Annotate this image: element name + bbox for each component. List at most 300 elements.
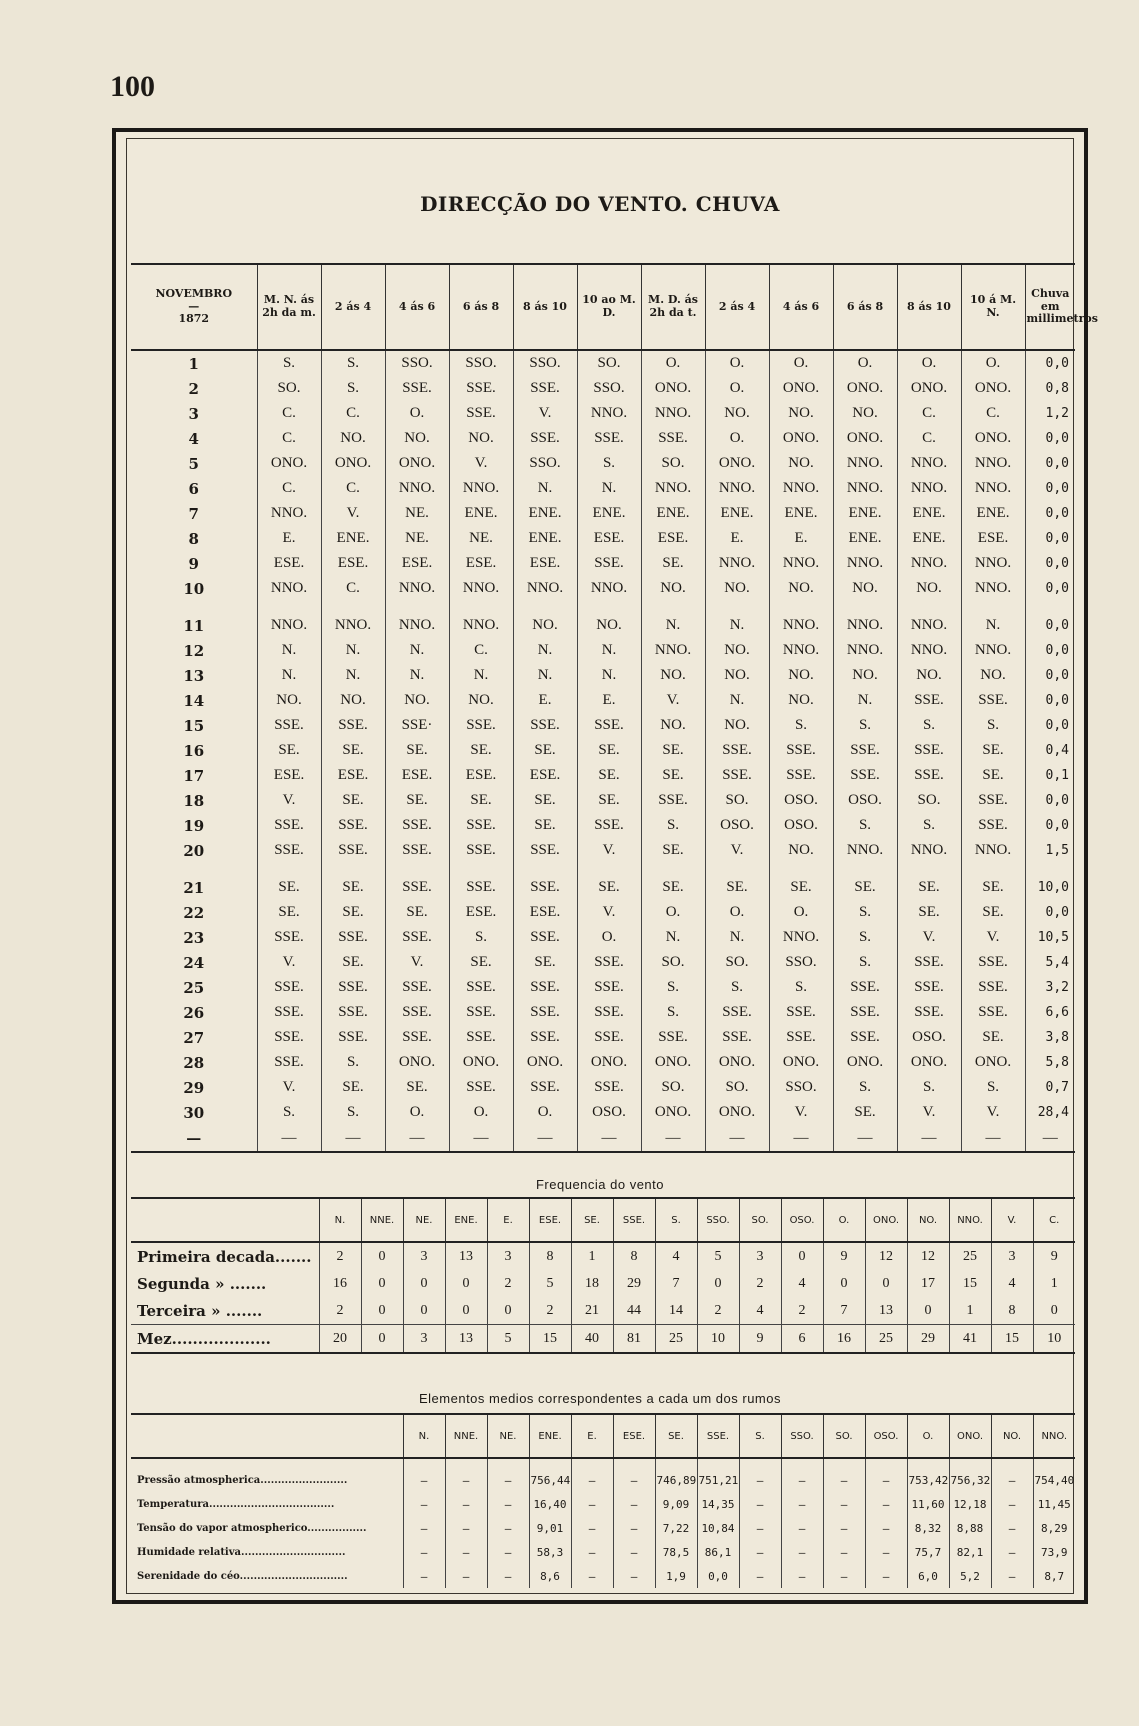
wind-cell: E. (705, 526, 769, 551)
wind-cell: SE. (833, 875, 897, 900)
medios-cell: — (865, 1516, 907, 1540)
medios-row (131, 1492, 1075, 1516)
wind-cell: SO. (577, 350, 641, 376)
frequency-cell: 2 (319, 1242, 361, 1270)
day-cell: 8 (188, 529, 199, 548)
medios-cell: — (823, 1540, 865, 1564)
wind-cell: OSO. (897, 1025, 961, 1050)
medios-header: ENE. (529, 1414, 571, 1458)
wind-cell: SSE. (449, 875, 513, 900)
frequency-cell: 8 (613, 1242, 655, 1270)
wind-cell: SSE. (321, 813, 385, 838)
table-row (131, 401, 1075, 426)
wind-cell: S. (833, 900, 897, 925)
medios-cell: — (571, 1458, 613, 1492)
frequency-cell: 25 (949, 1242, 991, 1270)
wind-cell: ESE. (385, 763, 449, 788)
table-row (131, 1025, 1075, 1050)
wind-cell: SO. (641, 1075, 705, 1100)
wind-cell: SE. (513, 788, 577, 813)
month-dash: — (188, 299, 200, 313)
day-cell: 30 (183, 1103, 205, 1122)
wind-cell: ESE. (961, 526, 1025, 551)
wind-cell: S. (961, 713, 1025, 738)
medios-cell: — (865, 1492, 907, 1516)
wind-cell: NO. (321, 688, 385, 713)
gap-cell (257, 601, 321, 613)
medios-header: SE. (655, 1414, 697, 1458)
wind-cell: NNO. (769, 638, 833, 663)
wind-cell: NNO. (833, 838, 897, 863)
frequency-header: SE. (571, 1198, 613, 1242)
table-row (131, 376, 1075, 401)
wind-cell: NNO. (257, 501, 321, 526)
frequency-cell: 40 (571, 1325, 613, 1354)
wind-cell: ONO. (705, 1100, 769, 1125)
day-cell: 20 (183, 841, 205, 860)
wind-cell: SE. (641, 551, 705, 576)
month-header (131, 264, 257, 350)
wind-cell: SE. (321, 900, 385, 925)
wind-cell: SE. (897, 875, 961, 900)
frequency-cell: 10 (1033, 1325, 1075, 1354)
wind-cell: NNO. (833, 613, 897, 638)
rain-cell: 0,0 (1025, 813, 1075, 838)
frequency-body (131, 1242, 1075, 1353)
frequency-cell: 1 (1033, 1270, 1075, 1297)
wind-cell: N. (577, 638, 641, 663)
frequency-cell: 13 (445, 1242, 487, 1270)
table-frame (112, 128, 1098, 1604)
wind-cell: NO. (769, 663, 833, 688)
medios-cell: — (991, 1564, 1033, 1588)
dash-cell: — (705, 1125, 769, 1152)
frequency-cell: 12 (865, 1242, 907, 1270)
rain-cell: 0,8 (1025, 376, 1075, 401)
frequency-cell: 0 (403, 1297, 445, 1325)
dash-row (131, 1125, 1075, 1152)
frequency-cell: 4 (655, 1242, 697, 1270)
wind-cell: NE. (385, 501, 449, 526)
gap-cell (641, 601, 705, 613)
wind-cell: N. (577, 663, 641, 688)
frequency-header: SSO. (697, 1198, 739, 1242)
frequency-cell: 0 (445, 1297, 487, 1325)
frequency-cell: 7 (655, 1270, 697, 1297)
frequency-cell: 25 (655, 1325, 697, 1354)
wind-cell: NNO. (577, 576, 641, 601)
wind-cell: V. (897, 925, 961, 950)
wind-cell: N. (833, 688, 897, 713)
medios-corner (131, 1414, 403, 1458)
medios-cell: — (991, 1458, 1033, 1492)
table-row (131, 1075, 1075, 1100)
rain-cell: 10,0 (1025, 875, 1075, 900)
frequency-cell: 3 (739, 1242, 781, 1270)
wind-cell: SSE. (705, 1000, 769, 1025)
medios-header: NNO. (1033, 1414, 1075, 1458)
frequency-header: N. (319, 1198, 361, 1242)
wind-cell: SE. (641, 763, 705, 788)
day-cell: 1 (188, 354, 199, 373)
table-row (131, 688, 1075, 713)
day-cell: 19 (183, 816, 205, 835)
medios-cell: — (823, 1564, 865, 1588)
day-cell: 11 (183, 616, 205, 635)
medios-cell: — (403, 1458, 445, 1492)
wind-cell: C. (257, 476, 321, 501)
frequency-cell: 10 (697, 1325, 739, 1354)
frequency-header: ONO. (865, 1198, 907, 1242)
day-cell: 28 (183, 1053, 205, 1072)
medios-header: ESE. (613, 1414, 655, 1458)
frequency-cell: 0 (487, 1297, 529, 1325)
medios-cell: — (739, 1458, 781, 1492)
wind-cell: SSE. (769, 1025, 833, 1050)
wind-cell: ENE. (897, 501, 961, 526)
table-row (131, 1050, 1075, 1075)
dash-cell: — (897, 1125, 961, 1152)
table-row (131, 576, 1075, 601)
frequency-header: SSE. (613, 1198, 655, 1242)
day-cell: 2 (188, 379, 199, 398)
day-cell: 9 (188, 554, 199, 573)
gap-cell (961, 863, 1025, 875)
medios-cell: — (781, 1564, 823, 1588)
wind-cell: SSE. (513, 426, 577, 451)
wind-cell: NO. (833, 401, 897, 426)
frequency-header: C. (1033, 1198, 1075, 1242)
wind-cell: V. (897, 1100, 961, 1125)
medios-cell: 8,29 (1033, 1516, 1075, 1540)
wind-cell: NNO. (321, 613, 385, 638)
gap-cell (897, 863, 961, 875)
medios-cell: — (823, 1458, 865, 1492)
medios-cell: — (445, 1516, 487, 1540)
frequency-cell: 29 (907, 1325, 949, 1354)
wind-cell: O. (641, 350, 705, 376)
wind-cell: NNO. (769, 476, 833, 501)
wind-cell: SSE. (513, 1000, 577, 1025)
dash-cell: — (321, 1125, 385, 1152)
wind-cell: V. (257, 1075, 321, 1100)
frequency-row (131, 1270, 1075, 1297)
wind-cell: ONO. (961, 376, 1025, 401)
frequency-header: NNE. (361, 1198, 403, 1242)
frequency-cell: 0 (781, 1242, 823, 1270)
wind-cell: SSE. (321, 975, 385, 1000)
wind-cell: NNO. (897, 638, 961, 663)
frequency-cell: 29 (613, 1270, 655, 1297)
wind-cell: SSE. (833, 1025, 897, 1050)
wind-cell: N. (641, 925, 705, 950)
frequency-cell: 16 (823, 1325, 865, 1354)
wind-cell: S. (897, 813, 961, 838)
rain-cell: 0,0 (1025, 638, 1075, 663)
wind-cell: ONO. (321, 451, 385, 476)
medios-cell: — (823, 1516, 865, 1540)
medios-cell: — (781, 1458, 823, 1492)
wind-cell: NNO. (833, 551, 897, 576)
wind-cell: N. (257, 663, 321, 688)
column-header: 4 ás 6 (385, 264, 449, 350)
page-number: 100 (110, 70, 155, 103)
medios-cell: 8,7 (1033, 1564, 1075, 1588)
frequency-cell: 9 (739, 1325, 781, 1354)
medios-cell: — (571, 1492, 613, 1516)
gap-cell (449, 863, 513, 875)
wind-cell: ONO. (769, 376, 833, 401)
wind-cell: SSE· (385, 713, 449, 738)
rain-cell: 0,0 (1025, 576, 1075, 601)
wind-cell: SSO. (513, 350, 577, 376)
medios-cell: 11,60 (907, 1492, 949, 1516)
wind-cell: SSE. (769, 1000, 833, 1025)
rain-cell: 0,7 (1025, 1075, 1075, 1100)
medios-header-row (131, 1414, 1075, 1458)
medios-cell: — (445, 1492, 487, 1516)
day-cell: 10 (183, 579, 205, 598)
frequency-cell: 41 (949, 1325, 991, 1354)
column-header: 2 ás 4 (705, 264, 769, 350)
dash-cell: — (186, 1129, 202, 1147)
wind-cell: NNO. (449, 613, 513, 638)
wind-cell: N. (513, 476, 577, 501)
wind-cell: SSE. (769, 738, 833, 763)
gap-cell (705, 601, 769, 613)
frequency-cell: 0 (361, 1270, 403, 1297)
day-cell: 4 (188, 429, 199, 448)
wind-cell: N. (705, 925, 769, 950)
year-label: 1872 (178, 312, 210, 326)
wind-cell: O. (769, 900, 833, 925)
wind-cell: V. (257, 788, 321, 813)
medios-cell: — (739, 1564, 781, 1588)
medios-cell: — (739, 1540, 781, 1564)
frequency-cell: 2 (319, 1297, 361, 1325)
frequency-cell: 9 (1033, 1242, 1075, 1270)
wind-cell: SSE. (577, 813, 641, 838)
medios-header: OSO. (865, 1414, 907, 1458)
wind-direction-body (131, 350, 1075, 1152)
wind-cell: ESE. (257, 763, 321, 788)
gap-cell (769, 863, 833, 875)
frequency-cell: 0 (445, 1270, 487, 1297)
wind-cell: ENE. (449, 501, 513, 526)
medios-cell: 7,22 (655, 1516, 697, 1540)
column-header: 4 ás 6 (769, 264, 833, 350)
frequency-header: ESE. (529, 1198, 571, 1242)
wind-cell: NO. (897, 576, 961, 601)
frequency-cell: 13 (865, 1297, 907, 1325)
wind-cell: NNO. (833, 476, 897, 501)
wind-cell: NNO. (641, 401, 705, 426)
wind-cell: SSE. (833, 738, 897, 763)
wind-cell: S. (961, 1075, 1025, 1100)
frequency-cell: 0 (823, 1270, 865, 1297)
gap-cell (833, 863, 897, 875)
wind-cell: SE. (449, 788, 513, 813)
wind-cell: SSE. (705, 763, 769, 788)
wind-cell: NO. (641, 663, 705, 688)
table-row (131, 501, 1075, 526)
frequency-cell: 20 (319, 1325, 361, 1354)
wind-cell: S. (833, 950, 897, 975)
medios-cell: 14,35 (697, 1492, 739, 1516)
gap-cell (897, 601, 961, 613)
gap-cell (449, 601, 513, 613)
gap-cell (769, 601, 833, 613)
medios-cell: — (865, 1458, 907, 1492)
wind-cell: NNO. (897, 838, 961, 863)
wind-cell: SE. (577, 738, 641, 763)
wind-cell: SSE. (449, 813, 513, 838)
wind-cell: SSE. (961, 788, 1025, 813)
frequency-cell: 4 (739, 1297, 781, 1325)
wind-cell: SSE. (513, 713, 577, 738)
frequency-cell: 21 (571, 1297, 613, 1325)
rain-cell: 6,6 (1025, 1000, 1075, 1025)
wind-cell: N. (705, 688, 769, 713)
day-cell: 26 (183, 1003, 205, 1022)
gap-cell (705, 863, 769, 875)
wind-cell: SSE. (577, 713, 641, 738)
wind-cell: ONO. (961, 1050, 1025, 1075)
wind-cell: ONO. (385, 451, 449, 476)
frequency-cell: 15 (949, 1270, 991, 1297)
frequency-header: NNO. (949, 1198, 991, 1242)
wind-cell: SSE. (321, 925, 385, 950)
frequency-cell: 44 (613, 1297, 655, 1325)
gap-cell (513, 601, 577, 613)
gap-cell (833, 601, 897, 613)
gap-cell (577, 863, 641, 875)
frequency-cell: 15 (991, 1325, 1033, 1354)
medios-table (131, 1413, 1075, 1588)
wind-cell: SSE. (833, 975, 897, 1000)
wind-cell: ENE. (897, 526, 961, 551)
wind-cell: SE. (257, 875, 321, 900)
wind-cell: NO. (705, 401, 769, 426)
wind-cell: ESE. (513, 551, 577, 576)
wind-cell: ONO. (641, 376, 705, 401)
wind-cell: S. (577, 451, 641, 476)
dash-cell: — (961, 1125, 1025, 1152)
wind-cell: ESE. (449, 551, 513, 576)
wind-cell: NNO. (257, 613, 321, 638)
dash-cell: — (513, 1125, 577, 1152)
wind-cell: ONO. (449, 1050, 513, 1075)
day-cell: 13 (183, 666, 205, 685)
wind-cell: N. (449, 663, 513, 688)
wind-cell: NNO. (897, 476, 961, 501)
wind-cell: SE. (641, 738, 705, 763)
wind-cell: OSO. (769, 788, 833, 813)
frequency-header: S. (655, 1198, 697, 1242)
wind-cell: O. (897, 350, 961, 376)
frequency-header: OSO. (781, 1198, 823, 1242)
frequency-cell: 0 (697, 1270, 739, 1297)
wind-cell: ENE. (321, 526, 385, 551)
wind-cell: SO. (641, 451, 705, 476)
wind-cell: S. (897, 1075, 961, 1100)
wind-cell: NO. (769, 401, 833, 426)
day-cell: 18 (183, 791, 205, 810)
frequency-cell: 6 (781, 1325, 823, 1354)
wind-cell: SSE. (641, 788, 705, 813)
wind-cell: SE. (961, 738, 1025, 763)
frequency-cell: 2 (487, 1270, 529, 1297)
frequency-cell: 18 (571, 1270, 613, 1297)
table-row (131, 763, 1075, 788)
wind-cell: V. (769, 1100, 833, 1125)
medios-row (131, 1540, 1075, 1564)
wind-cell: SSE. (513, 376, 577, 401)
medios-cell: — (403, 1540, 445, 1564)
frequency-row (131, 1325, 1075, 1354)
frequency-title: Frequencia do vento (535, 1177, 665, 1192)
gap-cell (961, 601, 1025, 613)
wind-cell: SSE. (257, 713, 321, 738)
frequency-cell: 16 (319, 1270, 361, 1297)
wind-cell: SSE. (705, 1025, 769, 1050)
wind-cell: NNO. (385, 476, 449, 501)
frequency-cell: 0 (361, 1297, 403, 1325)
medios-cell: — (613, 1564, 655, 1588)
wind-cell: SE. (321, 875, 385, 900)
frequency-cell: 12 (907, 1242, 949, 1270)
frequency-cell: 0 (361, 1325, 403, 1354)
wind-cell: NNO. (385, 613, 449, 638)
wind-cell: SE. (257, 900, 321, 925)
dash-cell: — (1025, 1125, 1075, 1152)
wind-cell: SSE. (769, 763, 833, 788)
wind-cell: ENE. (833, 526, 897, 551)
medios-cell: — (487, 1492, 529, 1516)
medios-cell: — (991, 1516, 1033, 1540)
medios-cell: — (613, 1458, 655, 1492)
wind-cell: V. (321, 501, 385, 526)
rain-cell: 0,0 (1025, 900, 1075, 925)
wind-cell: SSE. (513, 975, 577, 1000)
frequency-cell: 13 (445, 1325, 487, 1354)
wind-cell: O. (769, 350, 833, 376)
rain-cell: 5,4 (1025, 950, 1075, 975)
dash-cell: — (577, 1125, 641, 1152)
column-header: M. D. ás 2h da t. (641, 264, 705, 350)
medios-header: NNE. (445, 1414, 487, 1458)
wind-cell: SO. (705, 788, 769, 813)
wind-cell: SE. (961, 900, 1025, 925)
frequency-cell: 14 (655, 1297, 697, 1325)
wind-cell: NO. (769, 451, 833, 476)
wind-cell: ENE. (833, 501, 897, 526)
table-row (131, 551, 1075, 576)
wind-cell: SSE. (897, 975, 961, 1000)
frequency-cell: 7 (823, 1297, 865, 1325)
wind-cell: SSE. (257, 838, 321, 863)
wind-cell: SSE. (385, 1000, 449, 1025)
wind-cell: SE. (961, 763, 1025, 788)
wind-cell: NNO. (833, 638, 897, 663)
wind-cell: SE. (513, 813, 577, 838)
medios-header: NE. (487, 1414, 529, 1458)
wind-cell: SSE. (321, 838, 385, 863)
frequency-cell: 4 (781, 1270, 823, 1297)
frequency-label: Primeira decada....... (137, 1247, 312, 1266)
wind-cell: N. (385, 638, 449, 663)
wind-cell: NO. (513, 613, 577, 638)
